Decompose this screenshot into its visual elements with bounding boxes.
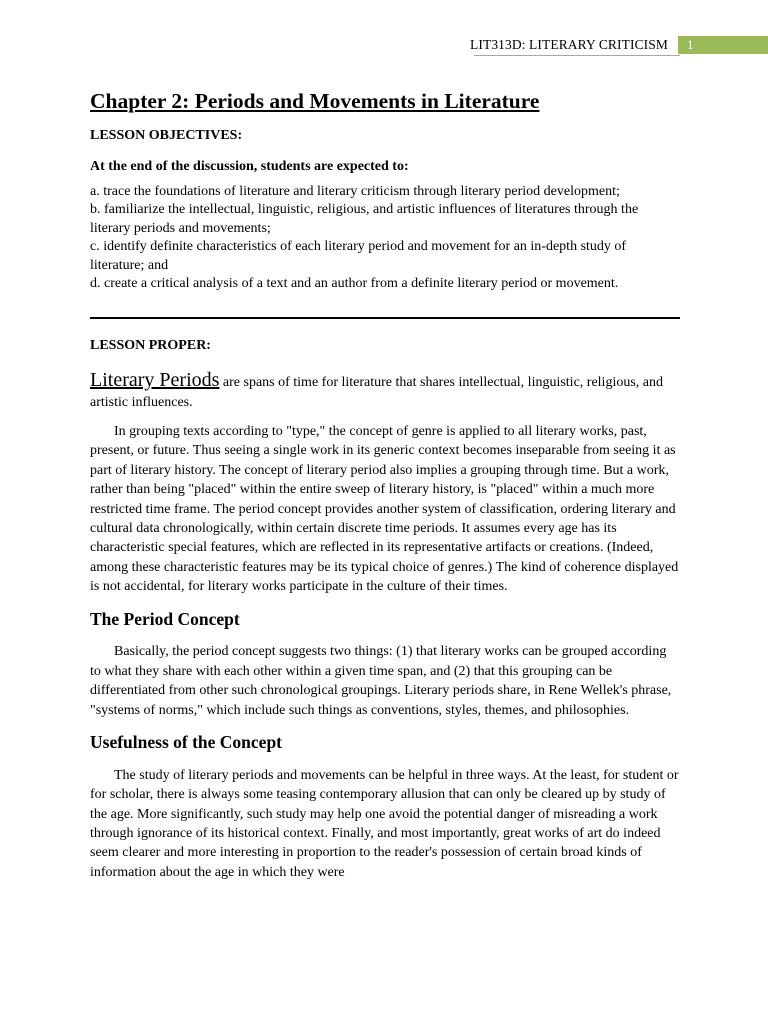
lesson-body xyxy=(90,370,680,882)
objective-item: c. identify definite characteristics of each literary period and movement for an in-depth study of literature; and xyxy=(90,239,627,273)
objective-item: b. familiarize the intellectual, linguistic, religious, and artistic influences of literatures through the literary periods and movements; xyxy=(90,202,639,236)
objectives-list xyxy=(90,183,680,294)
course-title: LIT313D: LITERARY CRITICISM xyxy=(470,37,668,52)
objectives-intro: At the end of the discussion, students are expected to: xyxy=(90,158,409,174)
objective-item: a. trace the foundations of literature and literary criticism through literary period development; xyxy=(90,183,620,199)
term-literary-periods: Literary Periods xyxy=(90,369,220,391)
lesson-proper-heading: LESSON PROPER: xyxy=(90,338,211,353)
objective-item: d. create a critical analysis of a text and an author from a definite literary period or movement. xyxy=(90,276,619,292)
definition-text: are spans of time for literature that shares intellectual, linguistic, religious, and artistic influences. xyxy=(90,375,663,410)
objectives-heading: LESSON OBJECTIVES: xyxy=(90,127,243,143)
section-heading-usefulness: Usefulness of the Concept xyxy=(90,732,283,753)
chapter-title: Chapter 2: Periods and Movements in Literature xyxy=(90,89,540,113)
header-rule xyxy=(474,55,680,56)
objectives-section xyxy=(90,88,680,294)
definition-paragraph xyxy=(90,370,680,413)
section-divider xyxy=(90,317,680,319)
genre-paragraph: In grouping texts according to "type," the concept of genre is applied to all literary works, past, present, or future. Thus seeing a single work in its generic context becomes inseparable from seeing it as part of literary history. The concept of literary period also implies a grouping through time. But a work, rather than being "placed" within the entire sweep of literary history, is "placed" within a much more restricted time frame. The period concept provides another system of classification, ordering literary and cultural data chronologically, within certain discrete time periods. It assumes every age has its characteristic special features, which are reflected in its representative artifacts or creations. (Indeed, among these characteristic features may be its typical choice of genres.) The kind of coherence displayed is not accidental, for literary works participate in the culture of their times. xyxy=(90,424,679,595)
usefulness-paragraph: The study of literary periods and movements can be helpful in three ways. At the least, for student or for scholar, there is always some teasing contemporary allusion that can only be cleared up by study of the age. More significantly, such study may help one avoid the potential danger of misreading a work through ignorance of its historical context. Finally, and most importantly, great works of art do indeed seem clearer and more interesting in proportion to the reader's possession of certain broad kinds of information about the age in which they were xyxy=(90,767,679,880)
page-number-badge xyxy=(678,36,768,54)
page-number: 1 xyxy=(687,37,694,52)
section-heading-period-concept: The Period Concept xyxy=(90,608,240,629)
period-concept-paragraph: Basically, the period concept suggests two things: (1) that literary works can be grouped according to what they share with each other within a given time span, and (2) that this grouping can be differentiated from other such chronological groupings. Literary periods share, in Rene Wellek's phrase, "systems of norms," which include such things as conventions, styles, themes, and philosophies. xyxy=(90,644,672,718)
page-header xyxy=(0,36,768,56)
